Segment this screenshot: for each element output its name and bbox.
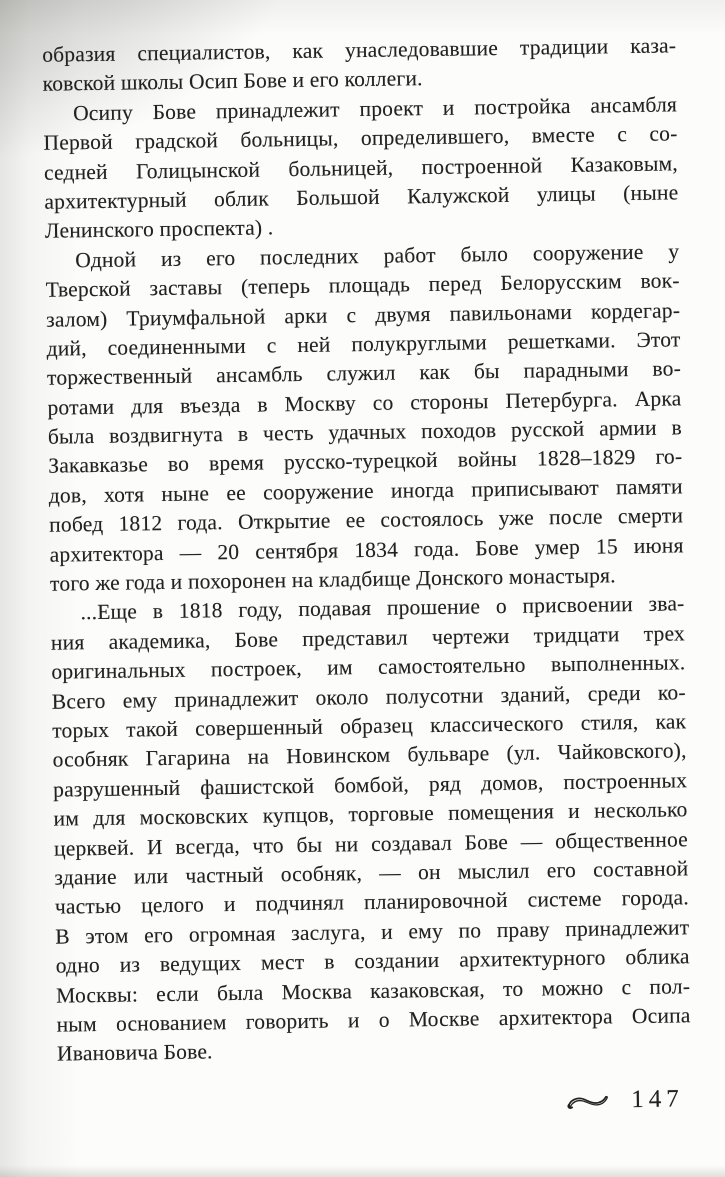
text-line: Ивановича Бове. (56, 1039, 213, 1066)
text-line: образия специалистов, как унаследовавшие традиции каза- (42, 33, 677, 67)
text-line: Закавказье во время русско-турецкой войны 1828–1829 го- (48, 444, 683, 479)
text-line: дий, соединенными с ней полукруглыми решетками. Этот (46, 327, 681, 361)
text-line: того же года и похоронен на кладбище Донского монастыря. (49, 563, 616, 596)
text-line: им для московских купцов, торговые помещения и несколько (53, 797, 688, 831)
text-line: ковской школы Осип Бове и его коллеги. (42, 66, 423, 97)
text-line: Осипу Бове принадлежит проект и постройка ансамбля (72, 92, 678, 126)
text-line: торых такой совершенный образец классического стиля, как (52, 709, 687, 743)
text-line: ротами для въезда в Москву со стороны Петербурга. Арка (47, 386, 682, 420)
text-line: Москвы: если была Москва казаковская, то можно с пол- (56, 973, 691, 1008)
text-line: Первой градской больницы, определившего, вместе с со- (43, 121, 678, 155)
text-line: частью целого и подчинял планировочной системе города. (54, 885, 689, 919)
text-line: церквей. И всегда, что бы ни создавал Бове — общественное (53, 826, 689, 861)
text-line: здание или частный особняк, — он мыслил его составной (54, 856, 689, 890)
text-line: залом) Триумфальной арки с двумя павильонами кордегар- (45, 297, 681, 332)
text-line: седней Голицынской больницей, построенной Казаковым, (43, 150, 679, 185)
text-line: Ленинского проспекта) . (44, 215, 274, 244)
text-line: особняк Гагарина на Новинском бульваре (ул. Чайковского), (52, 738, 687, 773)
text-line: была воздвигнута в честь удачных походов русской армии в (47, 415, 683, 449)
text-line: дов, хотя ныне ее сооружение иногда приписывают памяти (48, 474, 683, 508)
text-line: оригинальных построек, им самостоятельно выполненных. (51, 650, 686, 684)
flourish-icon (563, 1089, 610, 1111)
text-line: ным основанием говорить и о Москве архитектора Осипа (56, 1003, 691, 1037)
text-line: В этом его огромная заслуга, и ему по праву принадлежит (55, 914, 690, 949)
text-line: архитектурный облик Большой Калужской улицы (ныне (44, 180, 679, 214)
text-line: Всего ему принадлежит около полусотни зданий, среди ко- (51, 679, 686, 714)
text-line: ния академика, Бове представил чертежи тридцати трех (50, 621, 686, 655)
text-line: побед 1812 года. Открытие ее состоялось уже после смерти (49, 503, 684, 537)
page-number: 147 (631, 1085, 684, 1113)
text-line: Одной из его последних работ было сооружение у (75, 239, 680, 273)
text-line: торжественный ансамбль служил как бы парадными во- (46, 356, 682, 391)
text-line: ...Еще в 1818 году, подавая прошение о присвоении зва- (80, 591, 685, 625)
text-line: Тверской заставы (теперь площадь перед Белорусским вок- (45, 268, 680, 302)
page-footer (58, 1086, 692, 1120)
text-line: одно из ведущих мест в создании архитектурного облика (55, 944, 690, 978)
text-line: архитектора — 20 сентября 1834 года. Бове умер 15 июня (49, 532, 684, 567)
page-text (42, 31, 692, 1120)
text-line: разрушенный фашистской бомбой, ряд домов, построенных (52, 768, 688, 802)
